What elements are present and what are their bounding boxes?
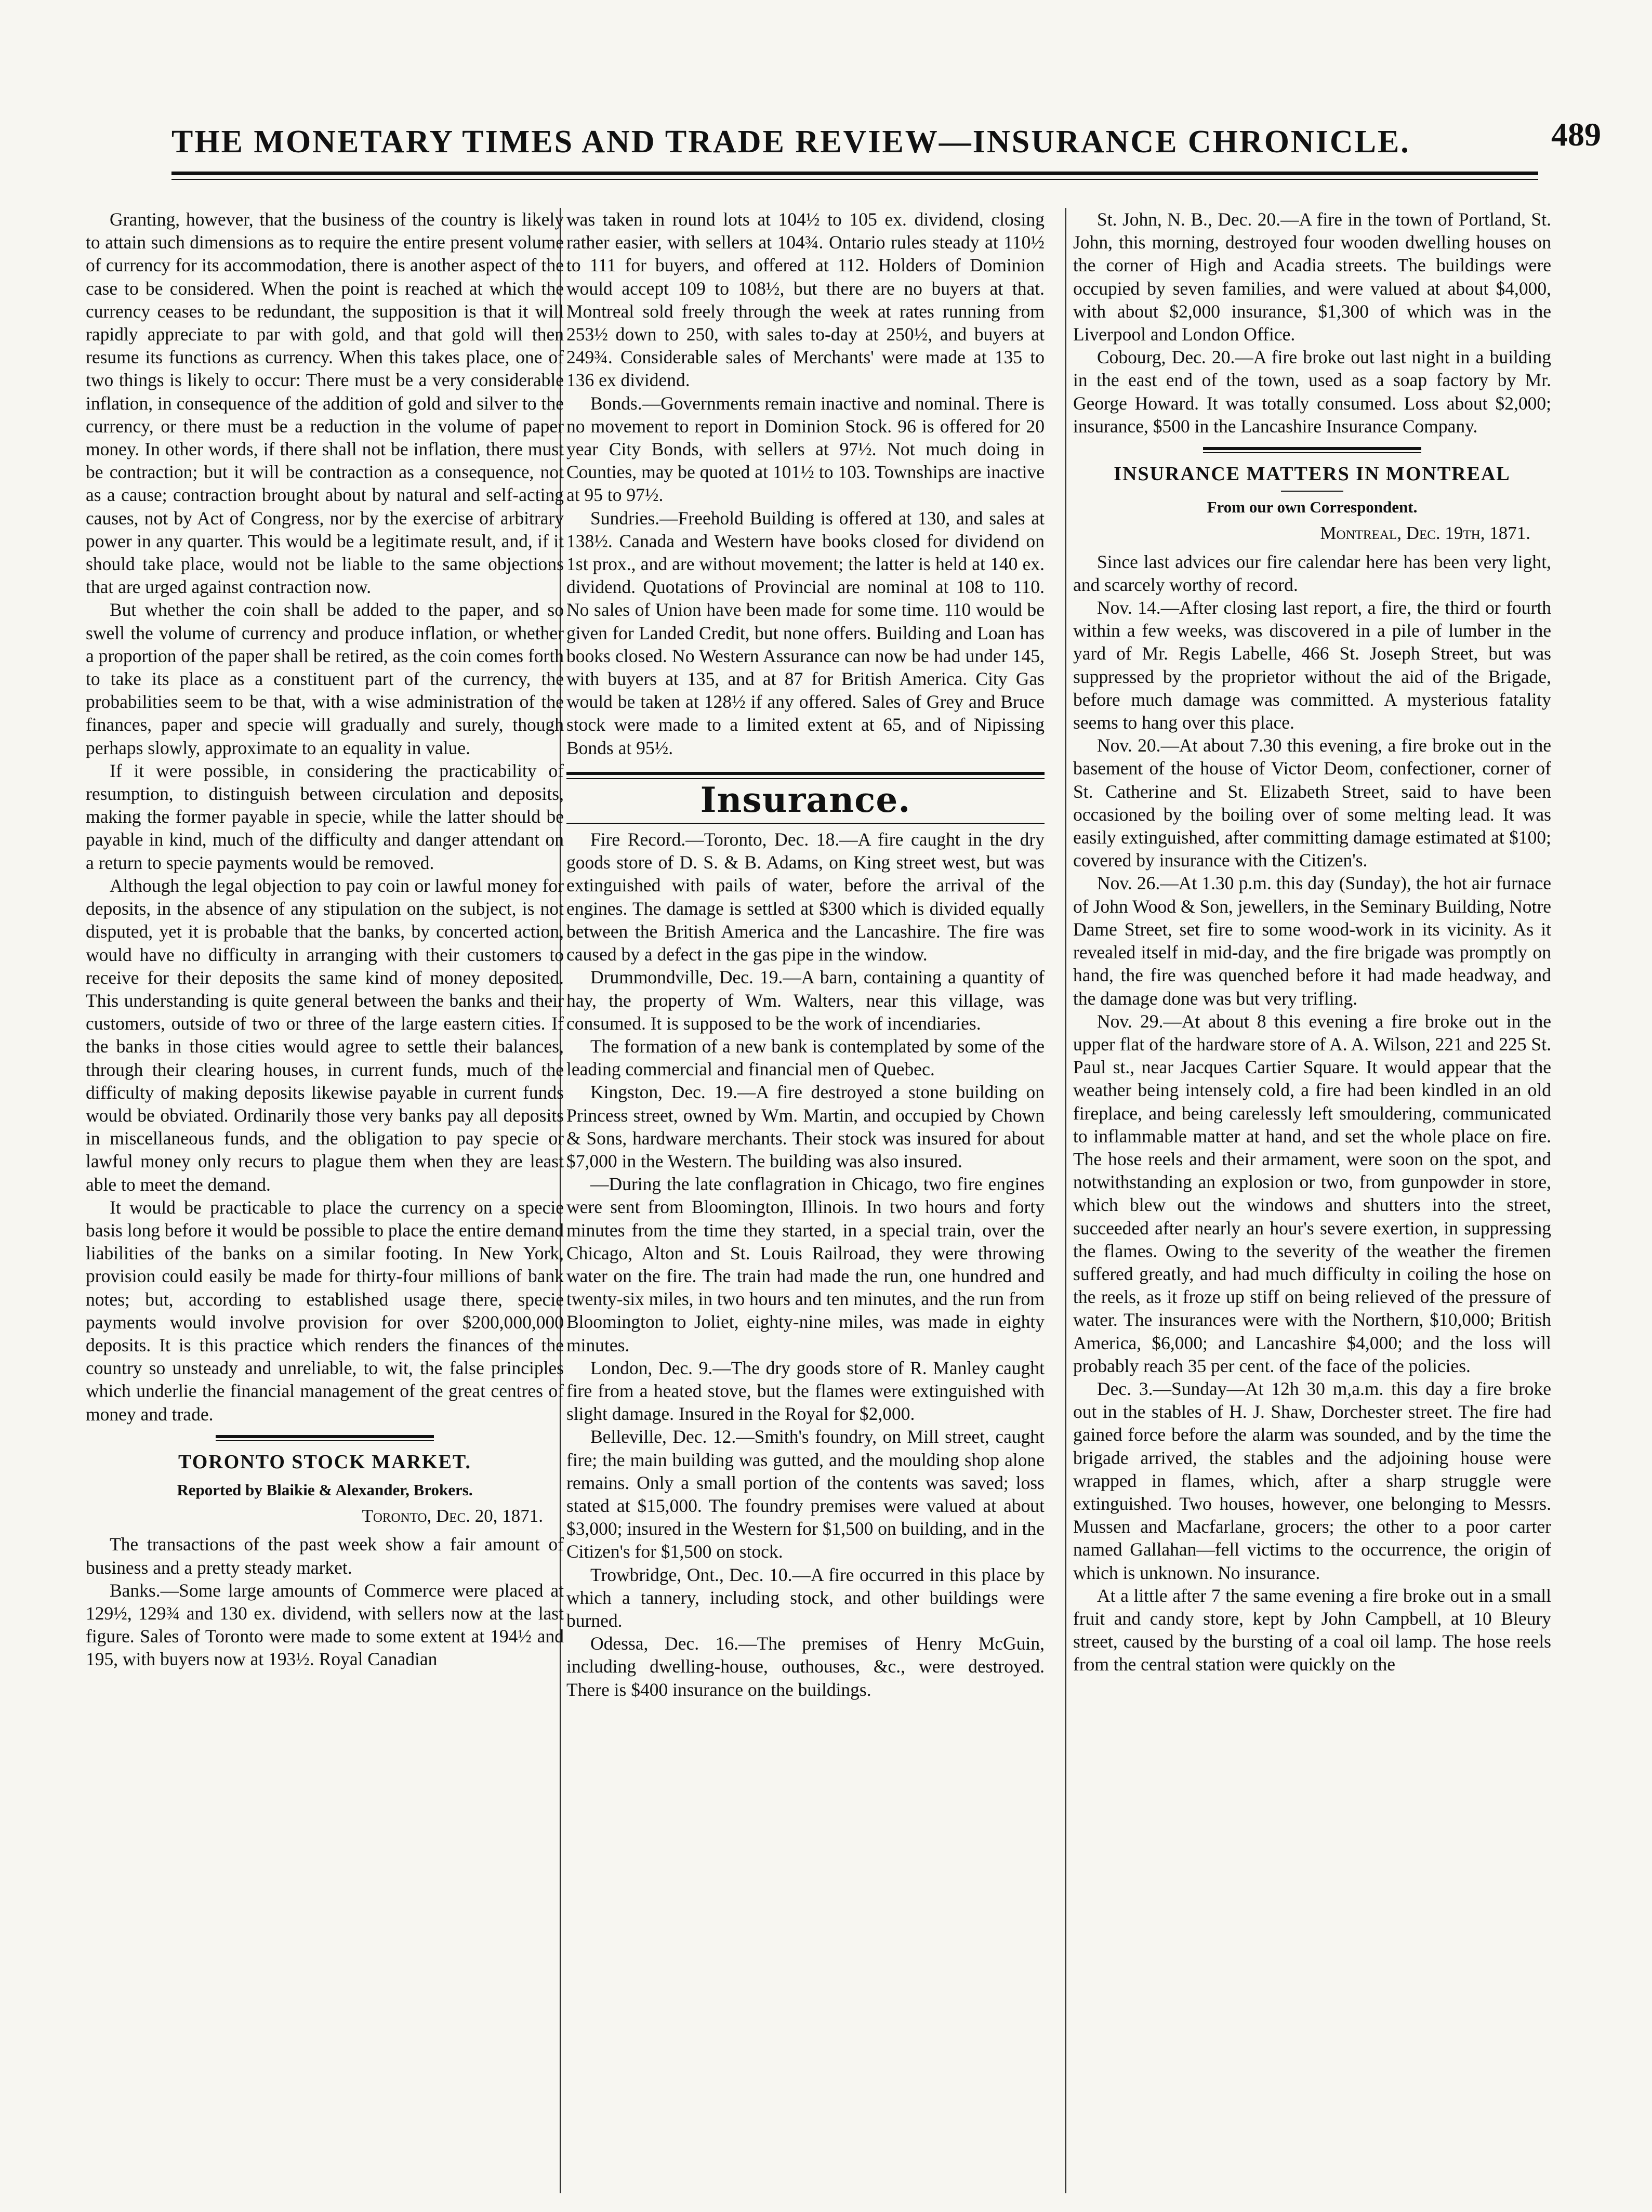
section-rule-thin — [216, 1440, 434, 1441]
paragraph: London, Dec. 9.—The dry goods store of R. Manley caught fire from a heated stove, but the flames were extinguished with slight damage. Insured in the Royal for $2,000. — [566, 1357, 1045, 1425]
paragraph: Trowbridge, Ont., Dec. 10.—A fire occurred in this place by which a tannery, including stock, and other buildings were burned. — [566, 1564, 1045, 1631]
column-2 — [566, 208, 1045, 1701]
heading-underline — [1281, 491, 1343, 492]
heading-underline — [566, 823, 1045, 824]
stock-market-dateline: Toronto, Dec. 20, 1871. — [362, 1506, 543, 1526]
paragraph: Since last advices our fire calendar here has been very light, and scarcely worthy of record. — [1073, 551, 1551, 595]
paragraph: At a little after 7 the same evening a fire broke out in a small fruit and candy store, kept by John Campbell, at 10 Bleury street, caused by the bursting of a coal oil lamp. The hose reels from the central station were quickly on the — [1073, 1585, 1551, 1675]
paragraph: The transactions of the past week show a fair amount of business and a pretty steady market. — [86, 1534, 564, 1578]
paragraph: —During the late conflagration in Chicago, two fire engines were sent from Bloomington, Illinois. In two hours and forty minutes from the time they started, in a special train, over the Chicago, Alton and St. Louis Railroad, they were throwing water on the fire. The train had made the run, one hundred and twenty-six miles, in two hours and ten minutes, and the run from Bloomington to Joliet, eighty-nine miles, was made in eighty minutes. — [566, 1174, 1045, 1355]
paragraph: Belleville, Dec. 12.—Smith's foundry, on Mill street, caught fire; the main building was gutted, and the moulding shop alone remains. Only a small portion of the contents was saved; loss stated at $15,000. The foundry premises were valued at about $3,000; insured in the Western for $1,500 on building, and in the Citizen's for $1,500 on stock. — [566, 1426, 1045, 1562]
paragraph: Cobourg, Dec. 20.—A fire broke out last night in a building in the east end of the town, used as a soap factory by Mr. George Howard. It was totally consumed. Loss about $2,000; insurance, $500 in the Lancashire Insurance Company. — [1073, 347, 1551, 437]
paragraph: St. John, N. B., Dec. 20.—A fire in the town of Portland, St. John, this morning, destroyed four wooden dwelling houses on the corner of High and Acadia streets. The buildings were occupied by seven families, and were valued at about $4,000, with about $2,000 insurance, $1,300 of which was in the Liverpool and London Office. — [1073, 209, 1551, 345]
section-rule-thin — [1203, 452, 1421, 453]
column-1 — [86, 208, 564, 1671]
column-3 — [1073, 208, 1551, 1676]
montreal-byline: From our own Correspondent. — [1207, 498, 1418, 517]
paragraph: It would be practicable to place the currency on a specie basis long before it would be possible to place the entire demand liabilities of the banks on a similar footing. In New York, provision could easily be made for thirty-four millions of bank notes; but, according to established usage there, specie payments would involve provision for over $200,000,000 deposits. It is this practice which renders the finances of the country so unsteady and unreliable, to wit, the false principles which underlie the financial management of the great centres of money and trade. — [86, 1196, 564, 1425]
paragraph: Nov. 26.—At 1.30 p.m. this day (Sunday), the hot air furnace of John Wood & Son, jewellers, in the Seminary Building, Notre Dame Street, set fire to some wood-work in its vicinity. As it revealed itself in mid-day, and the fire brigade was promptly on hand, the fire was quenched before it had made headway, and the damage done was but very trifling. — [1073, 873, 1551, 1009]
montreal-dateline: Montreal, Dec. 19th, 1871. — [1320, 523, 1530, 544]
column-divider-2 — [1065, 208, 1066, 2193]
page-number: 489 — [1551, 116, 1601, 153]
paragraph: Kingston, Dec. 19.—A fire destroyed a stone building on Princess street, owned by Wm. Martin, and occupied by Chown & Sons, hardware merchants. Their stock was insured for about $7,000 in the Western. The building was also insured. — [566, 1082, 1045, 1171]
section-rule — [216, 1435, 434, 1438]
paragraph: was taken in round lots at 104½ to 105 ex. dividend, closing rather easier, with sellers at 104¾. Ontario rules steady at 110½ to 111 for buyers, and offered at 112. Holders of Dominion would accept 109 to 108½, but there are no buyers at that. Montreal sold freely through the week at rates running from 253½ down to 250, with sales to-day at 250½, and buyers at 249¾. Considerable sales of Merchants' were made at 135 to 136 ex dividend. — [566, 209, 1045, 391]
masthead-title: THE MONETARY TIMES AND TRADE REVIEW—INSURANCE CHRONICLE. — [171, 124, 1410, 160]
paragraph: If it were possible, in considering the practicability of resumption, to distinguish between circulation and deposits, making the former payable in specie, while the latter should be payable in kind, much of the difficulty and danger attendant on a return to specie payments would be removed. — [86, 760, 564, 873]
stock-market-byline: Reported by Blaikie & Alexander, Brokers. — [177, 1480, 473, 1499]
stock-market-heading: TORONTO STOCK MARKET. — [178, 1451, 471, 1473]
paragraph: Odessa, Dec. 16.—The premises of Henry McGuin, including dwelling-house, outhouses, &c., were destroyed. There is $400 insurance on the buildings. — [566, 1633, 1045, 1700]
paragraph: Sundries.—Freehold Building is offered at 130, and sales at 138½. Canada and Western have books closed for dividend on 1st prox., and are without movement; the latter is held at 140 ex. dividend. Quotations of Provincial are nominal at 108 to 110. No sales of Union have been made for some time. 110 would be given for Landed Credit, but none offers. Building and Loan has books closed. No Western Assurance can now be had under 145, with buyers at 135, and at 87 for British America. City Gas would be taken at 128½ if any offered. Sales of Grey and Bruce stock were made to a limited extent at 65, and of Nipissing Bonds at 95½. — [566, 507, 1045, 758]
paragraph: But whether the coin shall be added to the paper, and so swell the volume of currency and produce inflation, or whether a proportion of the paper shall be retired, as the coin comes forth to take its place as a constituent part of the currency, the probabilities seem to be that, with a wise administration of the finances, paper and specie will gradually and surely, though perhaps slowly, approximate to an equality in value. — [86, 599, 564, 758]
section-rule — [1203, 447, 1421, 450]
paragraph: Nov. 20.—At about 7.30 this evening, a fire broke out in the basement of the house of Victor Deom, confectioner, corner of St. Catherine and St. Elizabeth Street, said to have been occasioned by the boiling over of some melting lead. It was easily extinguished, after committing damage estimated at $100; covered by insurance with the Citizen's. — [1073, 735, 1551, 871]
paragraph: The formation of a new bank is contemplated by some of the leading commercial and financial men of Quebec. — [566, 1035, 1045, 1080]
paragraph: Although the legal objection to pay coin or lawful money for deposits, in the absence of any stipulation on the subject, is not disputed, yet it is probable that the banks, by concerted action, would have no difficulty in arranging with their customers to receive for their deposits the same kind of money deposited. This understanding is quite general between the banks and their customers, outside of two or three of the large eastern cities. If the banks in those cities would agree to settle their balances, through their clearing houses, in current funds, much of the difficulty of making deposits likewise payable in current funds would be obviated. Ordinarily those very banks pay all deposits in miscellaneous funds, and the obligation to pay specie or lawful money only recurs to plague them when they are least able to meet the demand. — [86, 875, 564, 1195]
paragraph: Bonds.—Governments remain inactive and nominal. There is no movement to report in Dominion Stock. 96 is offered for 20 year City Bonds, with sellers at 97½. Not much doing in Counties, may be quoted at 101½ to 103. Townships are inactive at 95 to 97½. — [566, 392, 1045, 506]
montreal-heading: INSURANCE MATTERS IN MONTREAL — [1114, 463, 1511, 485]
masthead-rule — [171, 172, 1538, 175]
paragraph: Dec. 3.—Sunday—At 12h 30 m,a.m. this day a fire broke out in the stables of H. J. Shaw, Dorchester street. The fire had gained force before the alarm was sounded, and by the time the brigade arrived, the stables and the adjoining house were wrapped in flames, which, after a sharp struggle were extinguished. Two houses, however, one belonging to Messrs. Mussen and Macfarlane, grocers; the other to a poor carter named Gallahan—fell victims to the occurrence, the origin of which is unknown. No insurance. — [1073, 1378, 1551, 1583]
paragraph: Fire Record.—Toronto, Dec. 18.—A fire caught in the dry goods store of D. S. & B. Adams, on King street west, but was extinguished with pails of water, before the arrival of the engines. The damage is settled at $300 which is divided equally between the British America and the Lancashire. The fire was caused by a defect in the gas pipe in the window. — [566, 829, 1045, 965]
section-rule-thin — [566, 778, 1045, 779]
paragraph: Nov. 14.—After closing last report, a fire, the third or fourth within a few weeks, was discovered in a pile of lumber in the yard of Mr. Regis Labelle, 466 St. Joseph Street, but was suppressed by the proprietor without the aid of the Brigade, before much damage was committed. A mysterious fatality seems to hang over this place. — [1073, 597, 1551, 733]
paragraph: Drummondville, Dec. 19.—A barn, containing a quantity of hay, the property of Wm. Walters, near this village, was consumed. It is supposed to be the work of incendiaries. — [566, 967, 1045, 1034]
paragraph: Nov. 29.—At about 8 this evening a fire broke out in the upper flat of the hardware store of A. A. Wilson, 221 and 225 St. Paul st., near Jacques Cartier Square. It would appear that the weather being intensely cold, a fire had been kindled in an old fireplace, and being carelessly left smouldering, communicated to inflammable matter at hand, and set the whole place on fire. The hose reels and their armament, were soon on the spot, and notwithstanding an explosion or two, from gunpowder in store, which blew out the windows and shutters into the street, succeeded after nearly an hour's severe exertion, in suppressing the flames. Owing to the severity of the weather the firemen suffered greatly, and had much difficulty in coiling the hose on the reels, as it froze up stiff on being relieved of the pressure of water. The insurances were with the Northern, $10,000; British America, $6,000; and Lancashire $4,000; and the loss will probably reach 35 per cent. of the face of the policies. — [1073, 1010, 1551, 1376]
section-rule — [566, 772, 1045, 775]
insurance-heading: Insurance. — [700, 779, 911, 820]
masthead-rule-thin — [171, 179, 1538, 180]
paragraph: Banks.—Some large amounts of Commerce were placed at 129½, 129¾ and 130 ex. dividend, with sellers now at the last figure. Sales of Toronto were made to some extent at 194½ and 195, with buyers now at 193½. Royal Canadian — [86, 1579, 564, 1670]
paragraph: Granting, however, that the business of the country is likely to attain such dimensions as to require the entire present volume of currency for its accommodation, there is another aspect of the case to be considered. When the point is reached at which the currency ceases to be redundant, the supposition is that it will rapidly appreciate to par with gold, and that gold will then resume its functions as currency. When this takes place, one of two things is likely to occur: There must be a very considerable inflation, in consequence of the addition of gold and silver to the currency, or there must be a reduction in the volume of paper money. In other words, if there shall not be inflation, there must be contraction; but it will be contraction as a consequence, not as a cause; contraction brought about by natural and self-acting causes, not by Act of Congress, nor by the exercise of arbitrary power in any quarter. This would be a legitimate result, and, if it should take place, would not be liable to the same objections that are urged against contraction now. — [86, 209, 564, 598]
